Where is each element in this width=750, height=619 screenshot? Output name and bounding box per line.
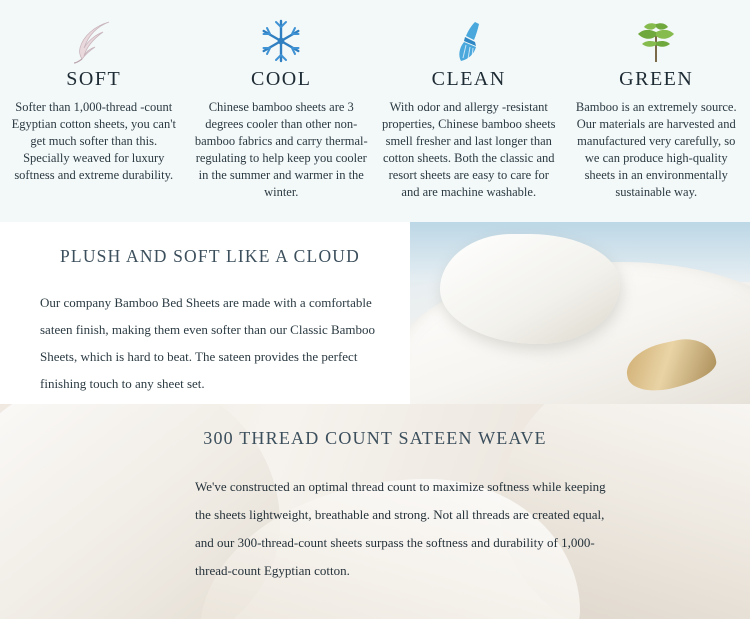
tree-icon [634,14,678,64]
snowflake-icon [258,14,304,64]
feather-icon [73,14,115,64]
weave-heading: 300 THREAD COUNT SATEEN WEAVE [203,428,547,448]
feature-title: SOFT [66,68,122,90]
plush-text-column [0,222,410,404]
feature-title: CLEAN [431,68,506,90]
weave-paragraph: We've constructed an optimal thread count to maximize softness while keeping the sheets lightweight, breathable and strong. Not all threads are created equal, and our 300-thread-count sheets surpass the softness and durability of 1,000-thread-count Egyptian cotton. [195,479,606,578]
feature-text: With odor and allergy -resistant properties, Chinese bamboo sheets smell fresher and last longer than cotton sheets. Both the classic and resort sheets are easy to care for and are machine washable. [381,100,556,199]
feature-text: Bamboo is an extremely source. Our materials are harvested and manufactured very carefully, so we can produce high-quality sheets in an environmentally sustainable way. [575,100,737,199]
plush-photo [410,222,750,404]
plush-section [0,222,750,404]
feature-title: GREEN [619,68,694,90]
broom-icon [445,14,493,64]
feature-card-clean [375,14,563,222]
plush-paragraph: Our company Bamboo Bed Sheets are made with a comfortable sateen finish, making them even softer than our Classic Bamboo Sheets, which is hard to beat. The sateen provides the perfect finishing touch to any sheet set. [40,295,376,391]
feature-card-cool [188,14,376,222]
plush-heading: PLUSH AND SOFT LIKE A CLOUD [60,246,360,266]
feature-text: Softer than 1,000-thread -count Egyptian cotton sheets, you can't get much softer than this. Specially weaved for luxury softness and extreme durability. [11,100,176,182]
feature-text: Chinese bamboo sheets are 3 degrees cooler than other non-bamboo fabrics and carry thermal-regulating to help keep you cooler in the summer and warmer in the winter. [194,100,368,199]
weave-content [0,404,750,585]
feature-card-soft [0,14,188,222]
feature-card-green [563,14,750,222]
features-strip [0,0,750,222]
feature-title: COOL [251,68,312,90]
weave-section [0,404,750,619]
